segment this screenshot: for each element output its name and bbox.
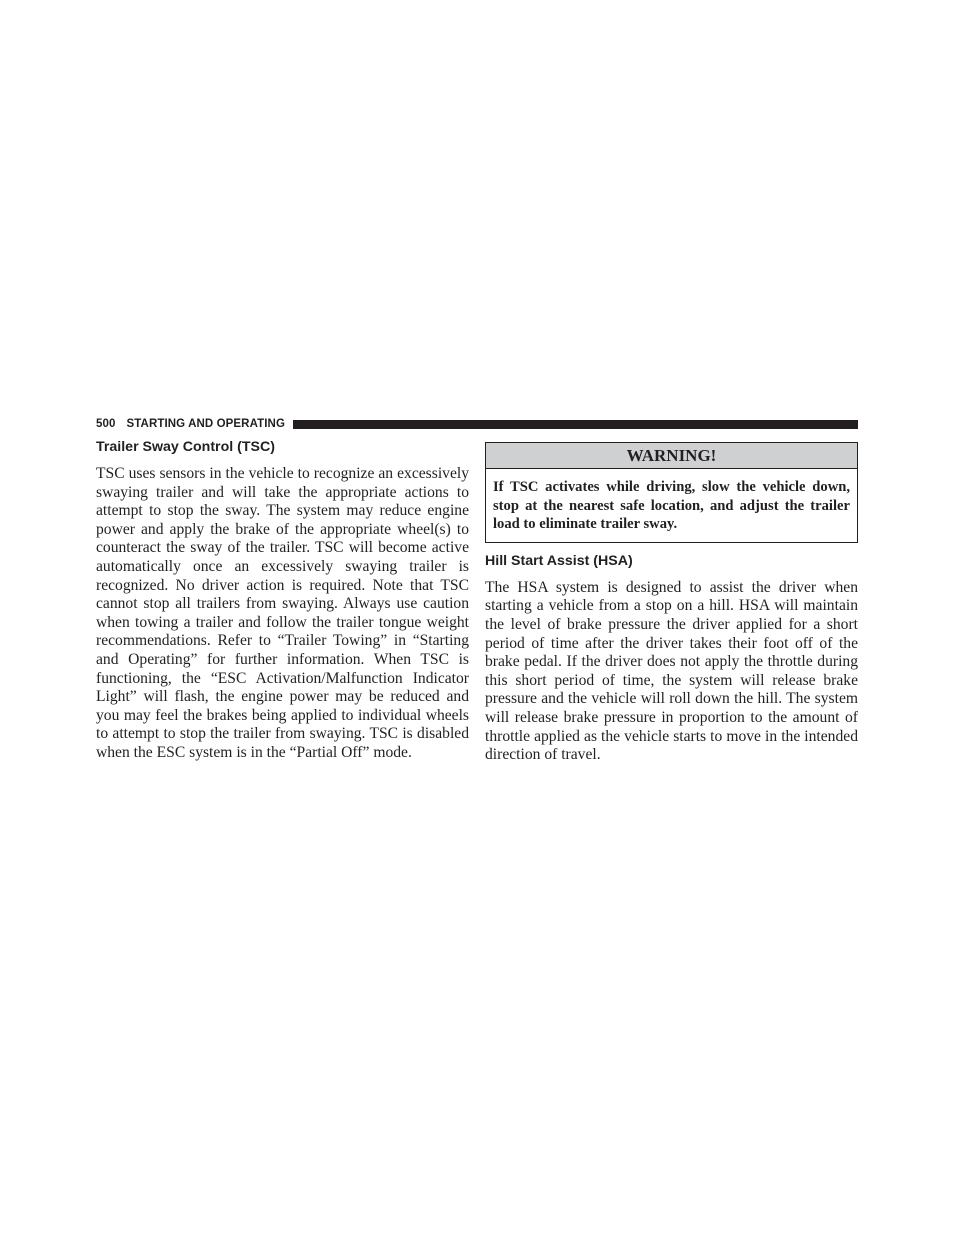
section-name: STARTING AND OPERATING (126, 418, 286, 430)
hsa-paragraph: The HSA system is designed to assist the driver when starting a vehicle from a stop on a hill. HSA will maintain the level of brake pressure the driver applied for a short period of time after the driver takes their foot off of the brake pedal. If the driver does not apply the throttle during this short period of time, the system will release brake pressure and the vehicle will roll down the hill. The system will release brake pressure in proportion to the amount of throttle applied as the vehicle starts to move in the intended direction of travel. (485, 578, 858, 764)
warning-box (485, 442, 858, 543)
page-header (96, 417, 858, 431)
right-column (485, 437, 858, 765)
header-rule (293, 420, 858, 429)
page-number: 500 (96, 418, 116, 430)
warning-text: If TSC activates while driving, slow the vehicle down, stop at the nearest safe location, and adjust the trailer load to eliminate trailer sway. (493, 479, 850, 533)
tsc-heading: Trailer Sway Control (TSC) (96, 439, 275, 455)
left-column (96, 437, 469, 763)
tsc-paragraph: TSC uses sensors in the vehicle to recognize an excessively swaying trailer and will take the appropriate actions to attempt to stop the sway. The system may reduce engine power and apply the brake of the appropriate wheel(s) to counteract the sway of the trailer. TSC will become active automatically once an excessively swaying trailer is recognized. No driver action is required. Note that TSC cannot stop all trailers from swaying. Always use caution when towing a trailer and follow the trailer tongue weight recommendations. Refer to “Trailer Towing” in “Starting and Operating” for further information. When TSC is functioning, the “ESC Activation/Malfunction Indicator Light” will flash, the engine power may be reduced and you may feel the brakes being applied to individual wheels to attempt to stop the trailer from swaying. TSC is disabled when the ESC system is in the “Partial Off” mode. (96, 465, 469, 761)
warning-title: WARNING! (486, 443, 857, 469)
hsa-heading: Hill Start Assist (HSA) (485, 552, 633, 569)
